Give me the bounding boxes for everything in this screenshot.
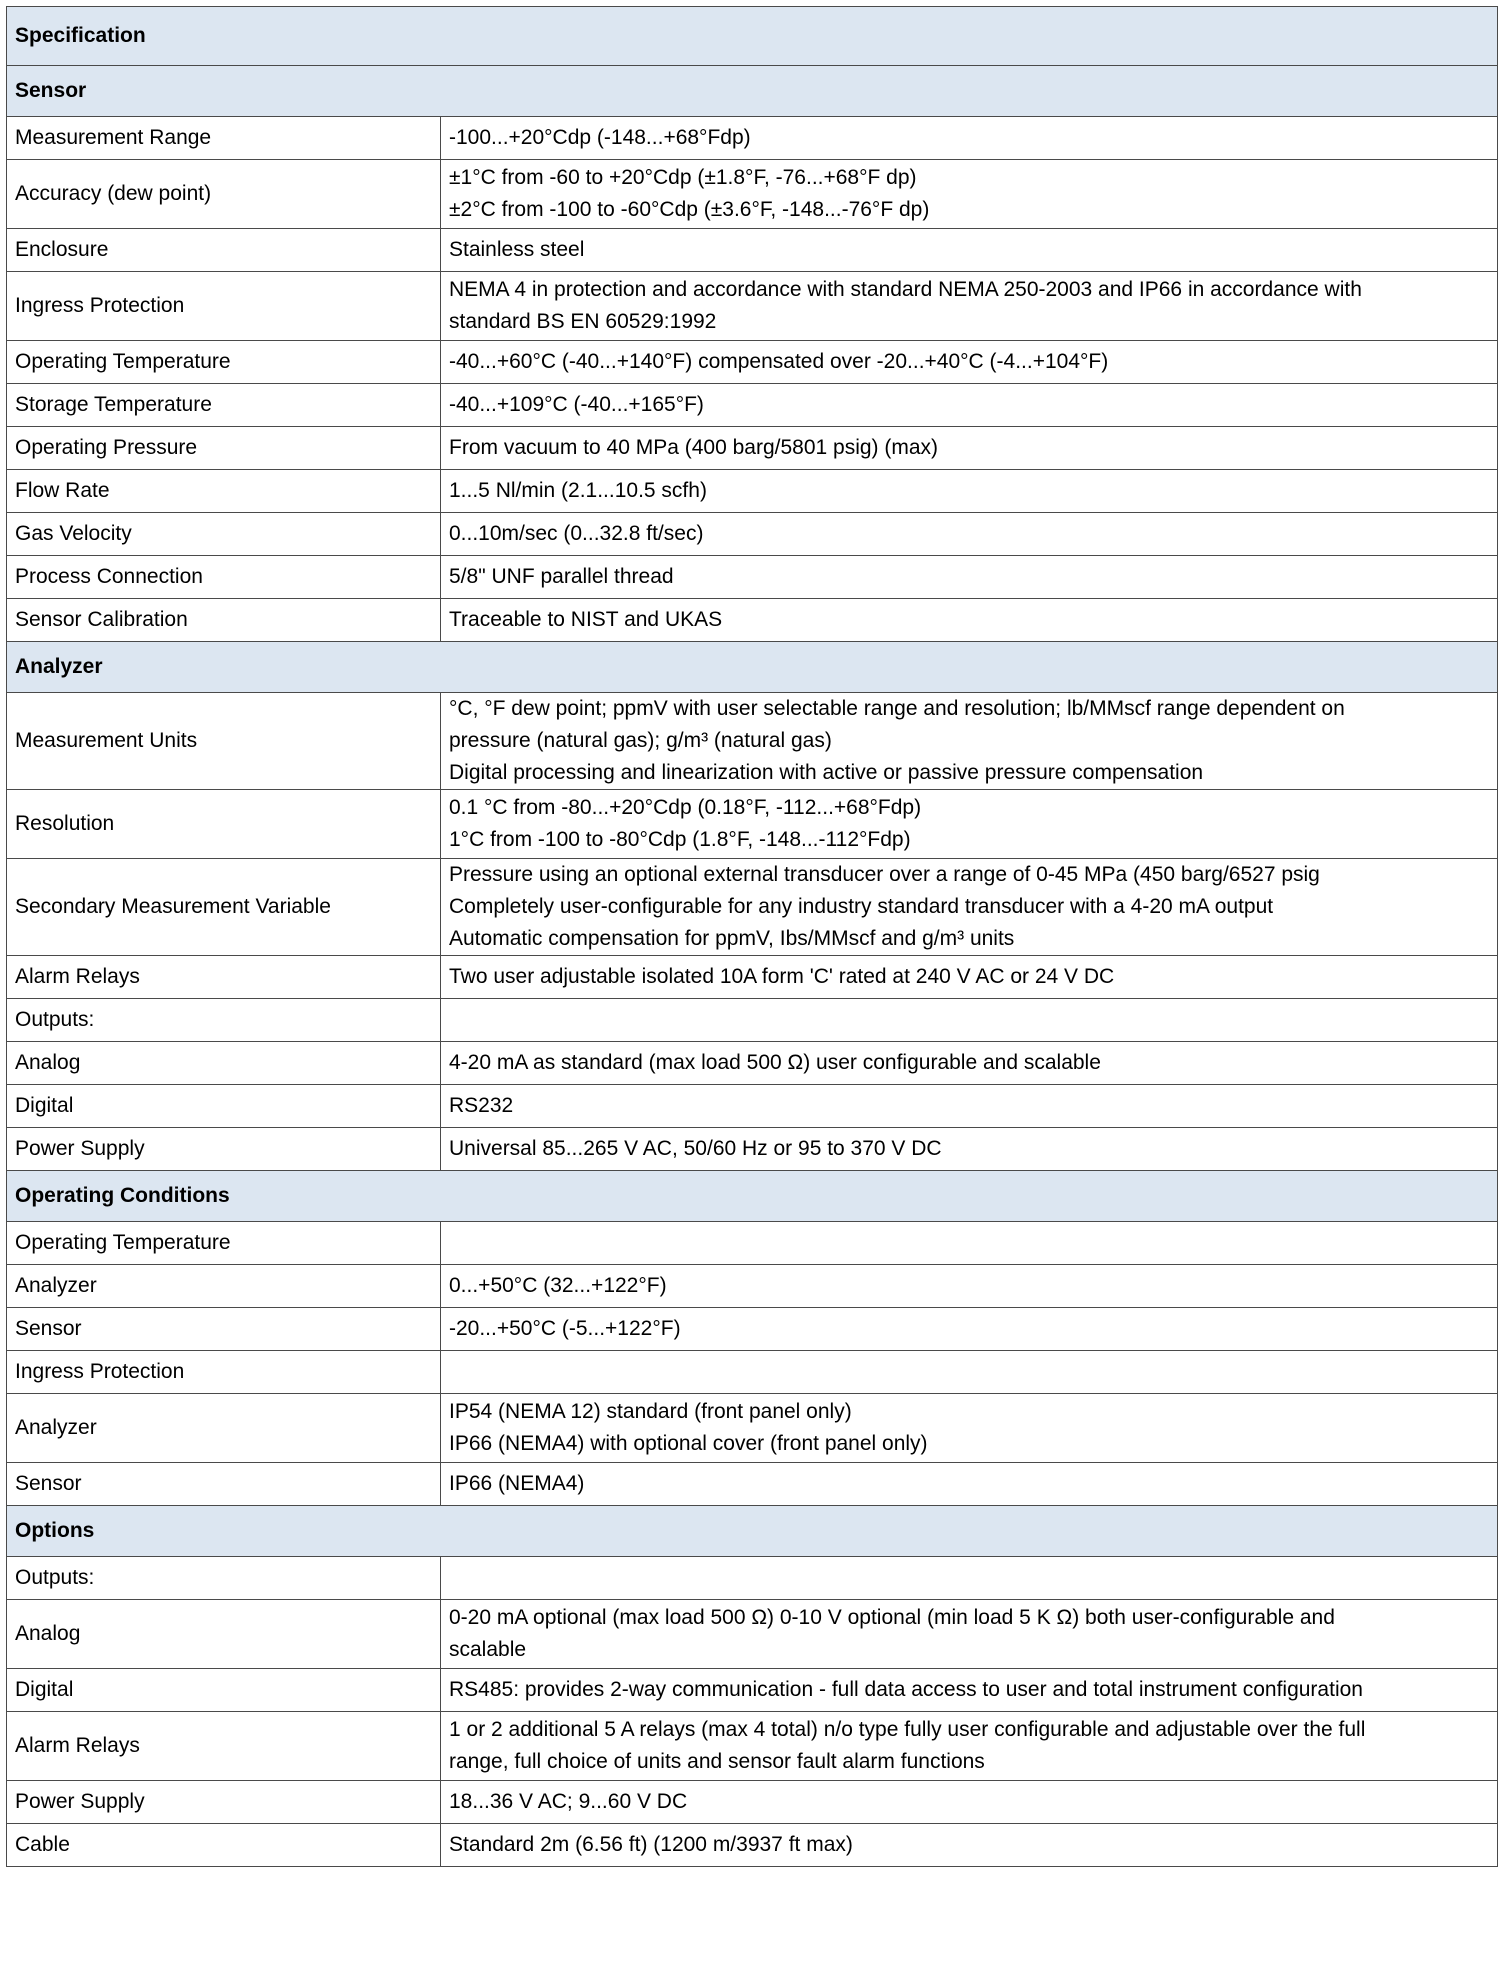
value-line: Universal 85...265 V AC, 50/60 Hz or 95 to 370 V DC bbox=[449, 1137, 942, 1160]
row-label: Alarm Relays bbox=[7, 956, 441, 999]
row-label: Analog bbox=[7, 1600, 441, 1669]
table-row bbox=[7, 1463, 1498, 1506]
row-value bbox=[441, 956, 1498, 999]
row-label: Analyzer bbox=[7, 1265, 441, 1308]
row-value bbox=[441, 1394, 1498, 1463]
value-line: IP66 (NEMA4) bbox=[449, 1472, 585, 1495]
value-line: 4-20 mA as standard (max load 500 Ω) user configurable and scalable bbox=[449, 1051, 1101, 1074]
table-row bbox=[7, 790, 1498, 859]
value-line: Automatic compensation for ppmV, Ibs/MMscf and g/m³ units bbox=[449, 927, 1015, 950]
table-row bbox=[7, 1222, 1498, 1265]
row-value bbox=[441, 470, 1498, 513]
section-header-row bbox=[7, 642, 1498, 693]
row-value bbox=[441, 1824, 1498, 1867]
row-label: Storage Temperature bbox=[7, 384, 441, 427]
row-label: Power Supply bbox=[7, 1781, 441, 1824]
value-line: Digital processing and linearization with active or passive pressure compensation bbox=[449, 761, 1204, 784]
table-row bbox=[7, 1085, 1498, 1128]
row-value bbox=[441, 341, 1498, 384]
table-row bbox=[7, 1600, 1498, 1669]
section-header-row bbox=[7, 1506, 1498, 1557]
row-label: Operating Temperature bbox=[7, 341, 441, 384]
row-label: Gas Velocity bbox=[7, 513, 441, 556]
value-line: ±2°C from -100 to -60°Cdp (±3.6°F, -148...-76°F dp) bbox=[449, 198, 930, 221]
table-row bbox=[7, 1669, 1498, 1712]
specification-table bbox=[6, 6, 1498, 1867]
row-label: Accuracy (dew point) bbox=[7, 160, 441, 229]
table-title: Specification bbox=[7, 7, 1498, 66]
table-row bbox=[7, 1557, 1498, 1600]
section-title: Operating Conditions bbox=[7, 1171, 1498, 1222]
value-line: NEMA 4 in protection and accordance with standard NEMA 250-2003 and IP66 in accordance with bbox=[449, 278, 1362, 301]
row-label: Digital bbox=[7, 1669, 441, 1712]
value-line: Stainless steel bbox=[449, 238, 585, 261]
row-label: Ingress Protection bbox=[7, 272, 441, 341]
row-value bbox=[441, 427, 1498, 470]
value-line: Two user adjustable isolated 10A form 'C' rated at 240 V AC or 24 V DC bbox=[449, 965, 1115, 988]
table-row bbox=[7, 427, 1498, 470]
row-value bbox=[441, 1308, 1498, 1351]
value-line: standard BS EN 60529:1992 bbox=[449, 310, 717, 333]
table-row bbox=[7, 384, 1498, 427]
row-label: Process Connection bbox=[7, 556, 441, 599]
value-line: -20...+50°C (-5...+122°F) bbox=[449, 1317, 681, 1340]
table-row bbox=[7, 1128, 1498, 1171]
value-line: scalable bbox=[449, 1638, 527, 1661]
value-line: 18...36 V AC; 9...60 V DC bbox=[449, 1790, 688, 1813]
row-label: Enclosure bbox=[7, 229, 441, 272]
value-line: -100...+20°Cdp (-148...+68°Fdp) bbox=[449, 126, 751, 149]
table-row bbox=[7, 513, 1498, 556]
row-label: Resolution bbox=[7, 790, 441, 859]
row-value bbox=[441, 1669, 1498, 1712]
table-row bbox=[7, 1824, 1498, 1867]
row-value bbox=[441, 229, 1498, 272]
row-label: Sensor Calibration bbox=[7, 599, 441, 642]
row-value bbox=[441, 1557, 1498, 1600]
row-value bbox=[441, 790, 1498, 859]
row-label: Sensor bbox=[7, 1308, 441, 1351]
table-row bbox=[7, 693, 1498, 790]
row-value bbox=[441, 384, 1498, 427]
table-row bbox=[7, 117, 1498, 160]
section-title: Analyzer bbox=[7, 642, 1498, 693]
row-value bbox=[441, 599, 1498, 642]
table-row bbox=[7, 341, 1498, 384]
row-label: Alarm Relays bbox=[7, 1712, 441, 1781]
value-line: 0...10m/sec (0...32.8 ft/sec) bbox=[449, 522, 704, 545]
value-line: ±1°C from -60 to +20°Cdp (±1.8°F, -76...+68°F dp) bbox=[449, 166, 917, 189]
row-label: Cable bbox=[7, 1824, 441, 1867]
section-header-row bbox=[7, 66, 1498, 117]
table-row bbox=[7, 1781, 1498, 1824]
row-label: Measurement Units bbox=[7, 693, 441, 790]
row-value bbox=[441, 272, 1498, 341]
value-line: 0.1 °C from -80...+20°Cdp (0.18°F, -112...+68°Fdp) bbox=[449, 796, 922, 819]
row-value bbox=[441, 999, 1498, 1042]
value-line: 1...5 Nl/min (2.1...10.5 scfh) bbox=[449, 479, 707, 502]
table-row bbox=[7, 1308, 1498, 1351]
row-value bbox=[441, 1712, 1498, 1781]
value-line: 0-20 mA optional (max load 500 Ω) 0-10 V optional (min load 5 K Ω) both user-configurable and bbox=[449, 1606, 1335, 1629]
row-label: Digital bbox=[7, 1085, 441, 1128]
row-value bbox=[441, 1600, 1498, 1669]
value-line: IP54 (NEMA 12) standard (front panel only) bbox=[449, 1400, 852, 1423]
row-value bbox=[441, 160, 1498, 229]
value-line: 1 or 2 additional 5 A relays (max 4 total) n/o type fully user configurable and adjustable over the full bbox=[449, 1718, 1366, 1741]
row-value bbox=[441, 859, 1498, 956]
row-label: Power Supply bbox=[7, 1128, 441, 1171]
row-value bbox=[441, 1351, 1498, 1394]
row-value bbox=[441, 556, 1498, 599]
row-label: Sensor bbox=[7, 1463, 441, 1506]
value-line: -40...+60°C (-40...+140°F) compensated over -20...+40°C (-4...+104°F) bbox=[449, 350, 1109, 373]
row-label: Ingress Protection bbox=[7, 1351, 441, 1394]
row-value bbox=[441, 513, 1498, 556]
table-row bbox=[7, 999, 1498, 1042]
section-header-row bbox=[7, 1171, 1498, 1222]
row-label: Outputs: bbox=[7, 1557, 441, 1600]
row-value bbox=[441, 1085, 1498, 1128]
value-line: RS232 bbox=[449, 1094, 514, 1117]
value-line: Traceable to NIST and UKAS bbox=[449, 608, 723, 631]
table-row bbox=[7, 272, 1498, 341]
table-row bbox=[7, 1351, 1498, 1394]
row-value bbox=[441, 1042, 1498, 1085]
row-label: Analog bbox=[7, 1042, 441, 1085]
row-value bbox=[441, 1128, 1498, 1171]
row-label: Outputs: bbox=[7, 999, 441, 1042]
value-line: Pressure using an optional external transducer over a range of 0-45 MPa (450 barg/6527 psig bbox=[449, 863, 1320, 886]
row-value bbox=[441, 1222, 1498, 1265]
value-line: 0...+50°C (32...+122°F) bbox=[449, 1274, 667, 1297]
table-row bbox=[7, 556, 1498, 599]
table-row bbox=[7, 599, 1498, 642]
value-line: 1°C from -100 to -80°Cdp (1.8°F, -148...-112°Fdp) bbox=[449, 828, 911, 851]
table-row bbox=[7, 160, 1498, 229]
value-line: 5/8" UNF parallel thread bbox=[449, 565, 674, 588]
row-label: Flow Rate bbox=[7, 470, 441, 513]
value-line: pressure (natural gas); g/m³ (natural gas) bbox=[449, 729, 832, 752]
table-row bbox=[7, 229, 1498, 272]
row-label: Secondary Measurement Variable bbox=[7, 859, 441, 956]
table-row bbox=[7, 1265, 1498, 1308]
row-label: Analyzer bbox=[7, 1394, 441, 1463]
row-value bbox=[441, 1463, 1498, 1506]
value-line: Standard 2m (6.56 ft) (1200 m/3937 ft max) bbox=[449, 1833, 853, 1856]
row-label: Measurement Range bbox=[7, 117, 441, 160]
row-value bbox=[441, 117, 1498, 160]
table-row bbox=[7, 470, 1498, 513]
row-value bbox=[441, 1781, 1498, 1824]
row-value bbox=[441, 693, 1498, 790]
row-label: Operating Pressure bbox=[7, 427, 441, 470]
value-line: range, full choice of units and sensor fault alarm functions bbox=[449, 1750, 985, 1773]
specification-table-body bbox=[7, 7, 1498, 1867]
table-row bbox=[7, 1394, 1498, 1463]
section-title: Options bbox=[7, 1506, 1498, 1557]
value-line: RS485: provides 2-way communication - full data access to user and total instrument configuration bbox=[449, 1678, 1363, 1701]
row-label: Operating Temperature bbox=[7, 1222, 441, 1265]
table-row bbox=[7, 1042, 1498, 1085]
table-row bbox=[7, 859, 1498, 956]
value-line: From vacuum to 40 MPa (400 barg/5801 psig) (max) bbox=[449, 436, 939, 459]
value-line: Completely user-configurable for any industry standard transducer with a 4-20 mA output bbox=[449, 895, 1274, 918]
row-value bbox=[441, 1265, 1498, 1308]
section-title: Sensor bbox=[7, 66, 1498, 117]
table-row bbox=[7, 956, 1498, 999]
value-line: -40...+109°C (-40...+165°F) bbox=[449, 393, 704, 416]
table-row bbox=[7, 1712, 1498, 1781]
value-line: °C, °F dew point; ppmV with user selectable range and resolution; lb/MMscf range dependent on bbox=[449, 697, 1345, 720]
title-row bbox=[7, 7, 1498, 66]
value-line: IP66 (NEMA4) with optional cover (front panel only) bbox=[449, 1432, 928, 1455]
